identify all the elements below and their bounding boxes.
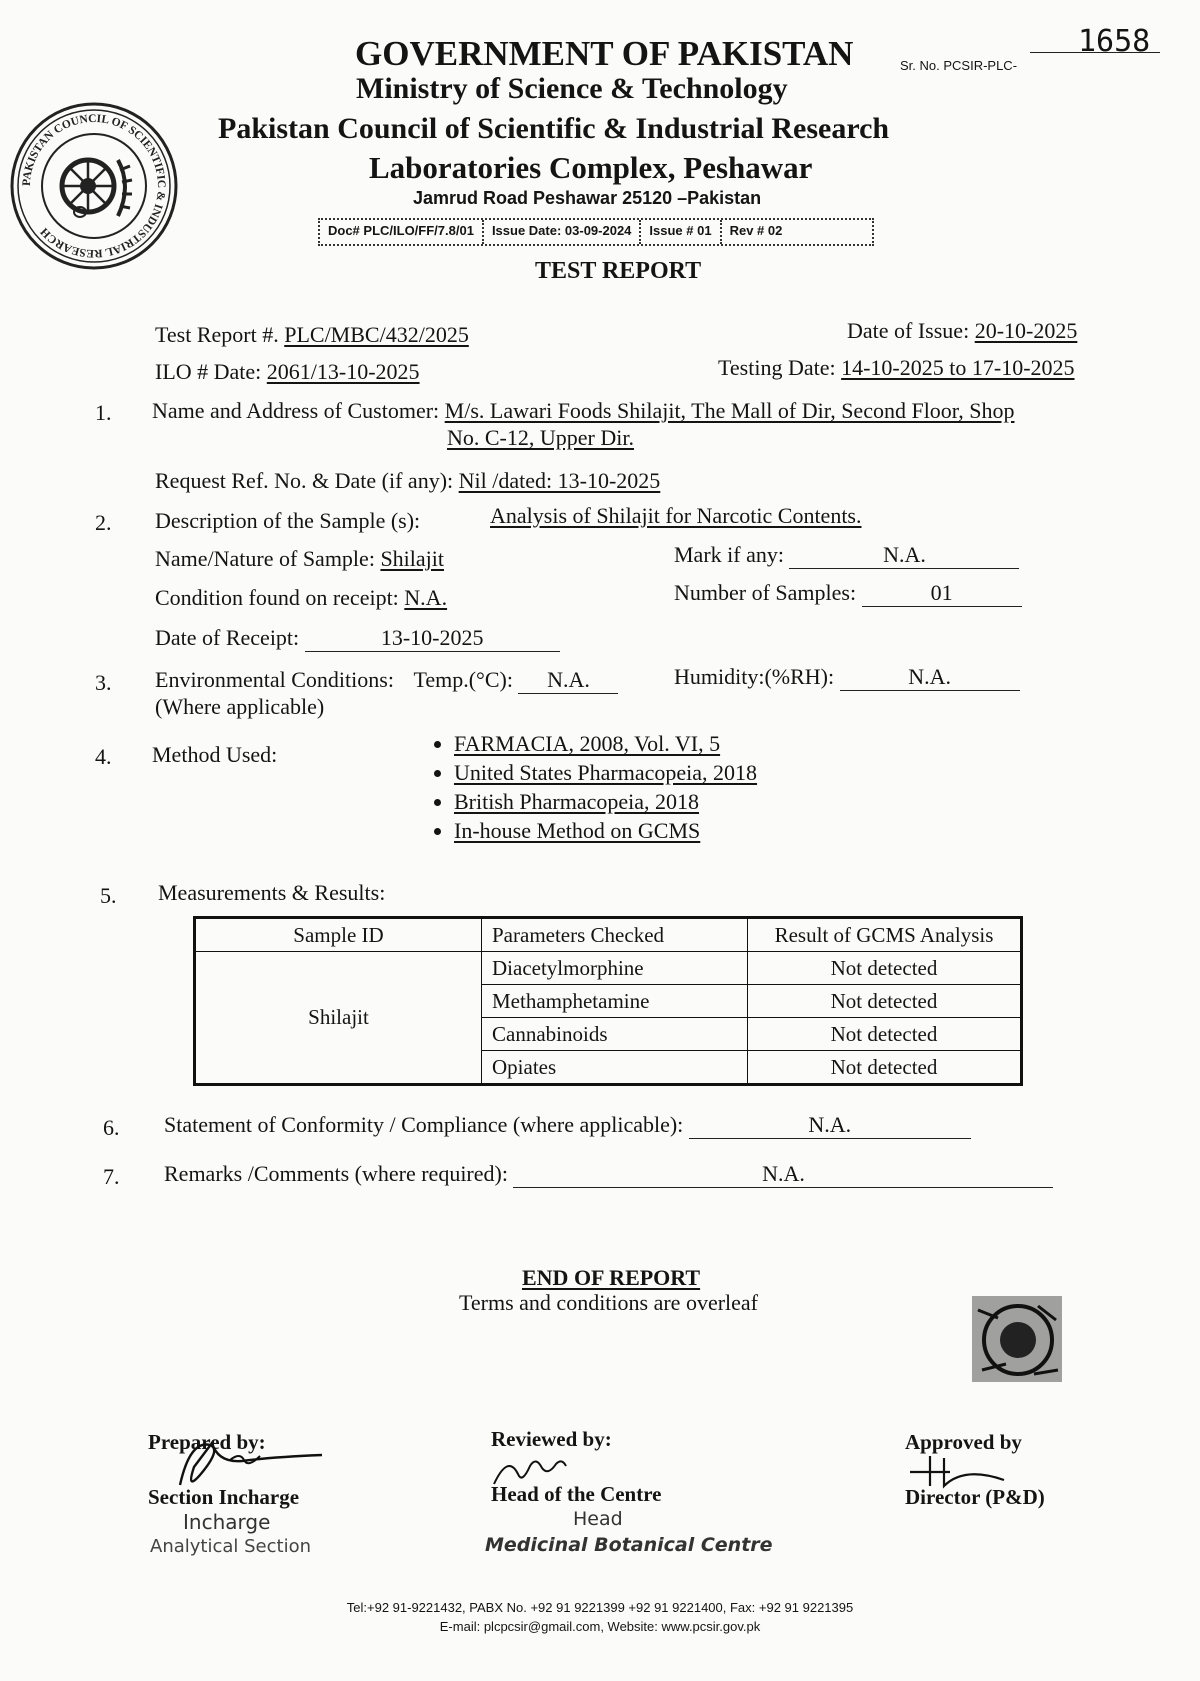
mark-value: N.A. [789,542,1019,569]
remarks-label: Remarks /Comments (where required): [164,1161,508,1186]
testing-date-label: Testing Date: [718,355,836,380]
humidity-label: Humidity:(%RH): [674,664,835,689]
method-item: • British Pharmacopeia, 2018 [454,787,757,816]
environment-label: Environmental Conditions: [155,667,394,692]
item-number-2: 2. [95,510,112,535]
method-list [400,729,757,845]
footer-phone: Tel:+92 91-9221432, PABX No. +92 91 9221399 +92 91 9221400, Fax: +92 91 9221395 [346,1600,854,1615]
approved-by-label: Approved by [905,1430,1022,1454]
result-cell: Not detected [748,1018,1022,1051]
sample-id-cell: Shilajit [195,952,482,1085]
approved-signature-icon [900,1450,1020,1490]
nature-label: Name/Nature of Sample: [155,546,375,571]
nature-value: Shilajit [380,546,444,571]
receipt-label: Date of Receipt: [155,625,300,650]
end-of-report: END OF REPORT [522,1265,701,1290]
receipt-row [155,625,560,652]
mark-row [674,542,1019,569]
report-title: TEST REPORT [535,258,702,284]
official-stamp-icon [968,1290,1068,1390]
footer-email: E-mail: plcpcsir@gmail.com, Website: www.pcsir.gov.pk [439,1619,761,1634]
item-number-1: 1. [95,400,112,425]
terms-note: Terms and conditions are overleaf [459,1290,759,1315]
humidity-row [674,664,1020,691]
humidity-value: N.A. [840,664,1020,691]
doc-issue-date: Issue Date: 03-09-2024 [484,220,641,244]
date-issue-label: Date of Issue: [847,318,970,343]
header-laboratory: Laboratories Complex, Peshawar [369,150,813,185]
condition-row [155,585,447,611]
customer-label: Name and Address of Customer: [152,398,440,423]
method-label: Method Used: [152,742,278,767]
serial-number: 1658 [1078,24,1151,59]
date-issue-row [847,318,1077,344]
result-cell: Not detected [748,985,1022,1018]
header-sample-id: Sample ID [195,918,482,952]
mark-label: Mark if any: [674,542,784,567]
pcsir-logo-seal [8,100,180,272]
measurements-label: Measurements & Results: [158,880,386,905]
customer-line-1: M/s. Lawari Foods Shilajit, The Mall of Dir, Second Floor, Shop [444,398,1015,423]
date-issue: 20-10-2025 [974,318,1078,343]
footer-contact [0,1600,1200,1634]
results-table [193,916,1023,1086]
request-row [155,468,660,494]
method-item: • United States Pharmacopeia, 2018 [454,758,757,787]
result-cell: Not detected [748,1051,1022,1085]
prepared-stamp-line-2: Analytical Section [150,1536,311,1557]
description-label: Description of the Sample (s): [155,508,421,533]
parameter-cell: Methamphetamine [482,985,748,1018]
method-item: • In-house Method on GCMS [454,816,757,845]
report-number: PLC/MBC/432/2025 [284,322,469,347]
item-number-5: 5. [100,883,117,908]
nature-row [155,546,444,572]
reviewed-stamp-line-1: Head [573,1508,623,1530]
result-cell: Not detected [748,952,1022,985]
doc-revision: Rev # 02 [729,223,783,238]
header-result: Result of GCMS Analysis [748,918,1022,952]
prepared-stamp-line-1: Incharge [183,1510,271,1534]
request-value: Nil /dated: 13-10-2025 [458,468,661,493]
number-samples-row [674,580,1022,607]
condition-value: N.A. [404,585,448,610]
method-item: • FARMACIA, 2008, Vol. VI, 5 [454,729,757,758]
header-government: GOVERNMENT OF PAKISTAN [355,34,854,73]
table-header-row [195,918,1022,952]
ilo-row [155,359,420,385]
environment-row [155,667,618,694]
header-ministry: Ministry of Science & Technology [356,72,788,105]
ilo-date: 2061/13-10-2025 [266,359,420,384]
parameter-cell: Cannabinoids [482,1018,748,1051]
prepared-title: Section Incharge [148,1485,300,1509]
conformity-value: N.A. [689,1112,971,1139]
customer-line-2: No. C-12, Upper Dir. [447,425,634,450]
ilo-label: ILO # Date: [155,359,262,384]
testing-date: 14-10-2025 to 17-10-2025 [841,355,1075,380]
testing-date-row [718,355,1075,381]
report-number-row [155,322,469,348]
doc-number: Doc# PLC/ILO/FF/7.8/01 [320,220,484,244]
header-address: Jamrud Road Peshawar 25120 –Pakistan [413,188,762,208]
reviewed-title: Head of the Centre [491,1482,662,1506]
condition-label: Condition found on receipt: [155,585,399,610]
conformity-label: Statement of Conformity / Compliance (where applicable): [164,1112,684,1137]
logo-text: PAKISTAN COUNCIL OF SCIENTIFIC & INDUSTRIAL RESEARCH [20,112,168,260]
environment-sub: (Where applicable) [155,694,325,719]
request-label: Request Ref. No. & Date (if any): [155,468,454,493]
doc-issue-number: Issue # 01 [641,220,721,244]
reviewed-stamp-line-2: Medicinal Botanical Centre [485,1534,773,1556]
customer-row [152,398,1014,424]
description-value: Analysis of Shilajit for Narcotic Contents. [490,503,862,528]
item-number-6: 6. [103,1115,120,1140]
prepared-by-label: Prepared by: [148,1430,266,1454]
table-row [195,952,1022,985]
reviewed-by-label: Reviewed by: [491,1427,612,1451]
number-samples-value: 01 [862,580,1022,607]
document-control-bar [318,218,874,246]
remarks-row [164,1161,1053,1188]
temp-value: N.A. [518,667,618,694]
number-samples-label: Number of Samples: [674,580,857,605]
parameter-cell: Diacetylmorphine [482,952,748,985]
approved-title: Director (P&D) [905,1485,1045,1509]
serial-label: Sr. No. PCSIR-PLC- [900,58,1018,73]
header-council: Pakistan Council of Scientific & Industrial Research [218,112,890,145]
header-parameters: Parameters Checked [482,918,748,952]
item-number-3: 3. [95,670,112,695]
item-number-4: 4. [95,744,112,769]
report-number-label: Test Report #. [155,322,279,347]
temp-label: Temp.(°C): [413,667,513,692]
conformity-row [164,1112,971,1139]
parameter-cell: Opiates [482,1051,748,1085]
remarks-value: N.A. [513,1161,1053,1188]
receipt-value: 13-10-2025 [305,625,560,652]
item-number-7: 7. [103,1164,120,1189]
